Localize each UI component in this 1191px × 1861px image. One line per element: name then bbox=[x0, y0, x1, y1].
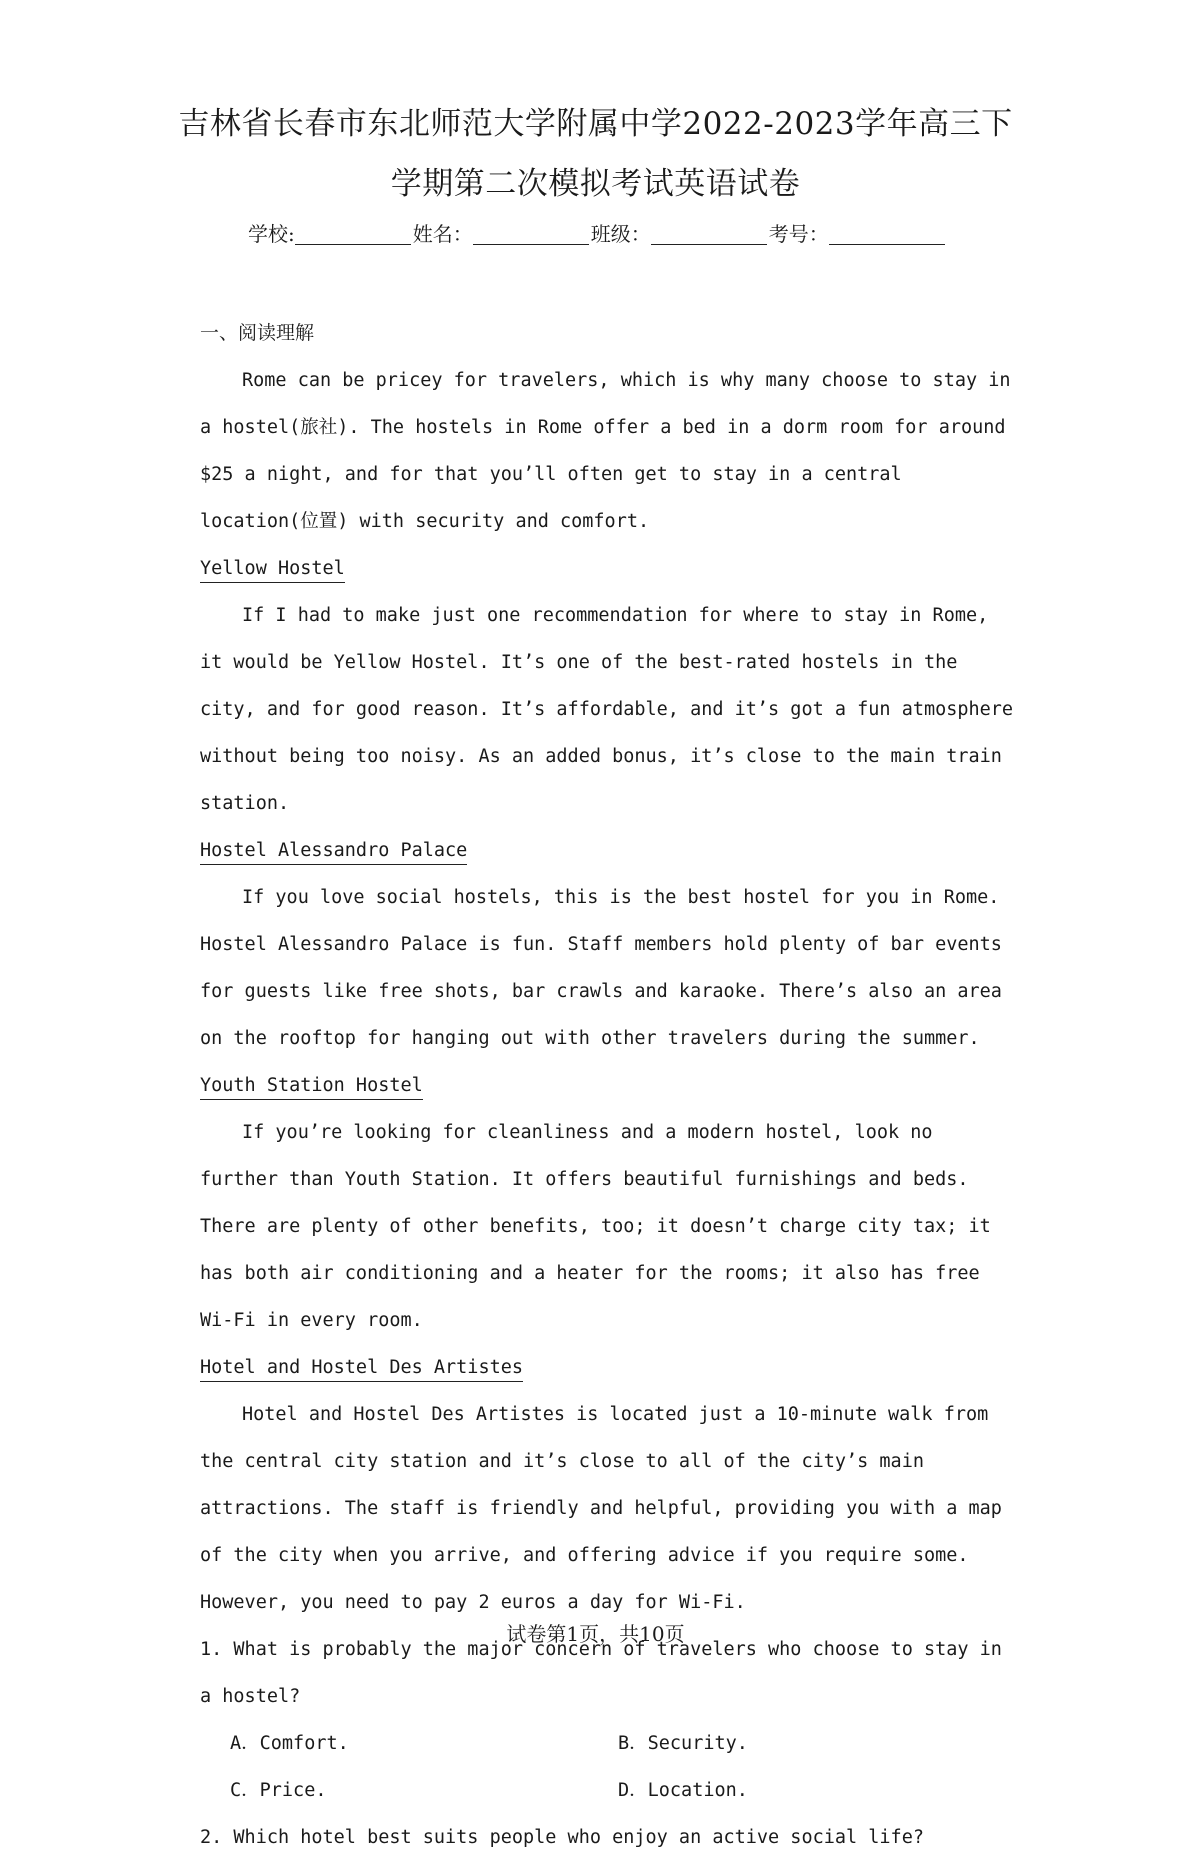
class-blank[interactable] bbox=[651, 224, 767, 245]
hostel-paragraph: If you love social hostels, this is the best hostel for you in Rome. Hostel Alessandro Palace is fun. Staff members hold plenty of bar events for guests like free shots, bar crawls and karaoke. There’s also an area on the rooftop for hanging out with other travelers during the summer. bbox=[200, 887, 1002, 1049]
section-heading: 一、阅读理解 bbox=[200, 322, 315, 344]
option-d[interactable]: D．Location. bbox=[618, 1780, 748, 1801]
exam-title-line-1: 吉林省长春市东北师范大学附属中学2022-2023学年高三下 bbox=[178, 106, 1013, 142]
hostel-heading-row bbox=[200, 827, 1020, 874]
class-label: 班级： bbox=[590, 222, 651, 246]
hostel-heading: Youth Station Hostel bbox=[200, 1073, 423, 1100]
hostel-heading: Hostel Alessandro Palace bbox=[200, 838, 467, 865]
option-c[interactable]: C．Price. bbox=[230, 1780, 327, 1801]
school-label: 学校: bbox=[248, 222, 295, 246]
options-row bbox=[200, 1767, 1020, 1814]
hostel-heading-row bbox=[200, 1062, 1020, 1109]
hostel-paragraph: Hotel and Hostel Des Artistes is located just a 10-minute walk from the central city station and it’s close to all of the city’s main attractions. The staff is friendly and helpful, providing you with a map of the city when you arrive, and offering advice if you require some. However, you need to pay 2 euros a day for Wi-Fi. bbox=[200, 1404, 1002, 1613]
page-footer: 试卷第1页，共10页 bbox=[506, 1622, 685, 1646]
school-blank[interactable] bbox=[295, 224, 411, 245]
exam-number-blank[interactable] bbox=[829, 224, 945, 245]
question-2: 2. Which hotel best suits people who enjoy an active social life? bbox=[200, 1827, 924, 1848]
hostel-heading: Hotel and Hostel Des Artistes bbox=[200, 1355, 523, 1382]
name-blank[interactable] bbox=[473, 224, 589, 245]
name-label: 姓名： bbox=[412, 222, 473, 246]
option-a[interactable]: A．Comfort. bbox=[230, 1733, 349, 1754]
exam-title-line-2: 学期第二次模拟考试英语试卷 bbox=[390, 166, 801, 202]
hostel-heading-row bbox=[200, 1344, 1020, 1391]
question-1: 1. What is probably the major concern of travelers who choose to stay in a hostel? bbox=[200, 1639, 1002, 1707]
intro-paragraph: Rome can be pricey for travelers, which is why many choose to stay in a hostel(旅社). The hostels in Rome offer a bed in a dorm room for around $25 a night, and for that you’ll often get to stay in a central location(位置) with security and comfort. bbox=[200, 370, 1011, 532]
hostel-paragraph: If you’re looking for cleanliness and a modern hostel, look no further than Youth Station. It offers beautiful furnishings and beds. There are plenty of other benefits, too; it doesn’t charge city tax; it has both air conditioning and a heater for the rooms; it also has free Wi-Fi in every room. bbox=[200, 1122, 991, 1331]
hostel-heading-row bbox=[200, 545, 1020, 592]
student-info-row bbox=[248, 218, 947, 247]
options-row bbox=[200, 1720, 1020, 1767]
exam-number-label: 考号： bbox=[768, 222, 829, 246]
hostel-paragraph: If I had to make just one recommendation for where to stay in Rome, it would be Yellow Hostel. It’s one of the best-rated hostels in the city, and for good reason. It’s affordable, and it’s got a fun atmosphere without being too noisy. As an added bonus, it’s close to the main train station. bbox=[200, 605, 1014, 814]
option-b[interactable]: B．Security. bbox=[618, 1733, 748, 1754]
hostel-heading: Yellow Hostel bbox=[200, 556, 345, 583]
